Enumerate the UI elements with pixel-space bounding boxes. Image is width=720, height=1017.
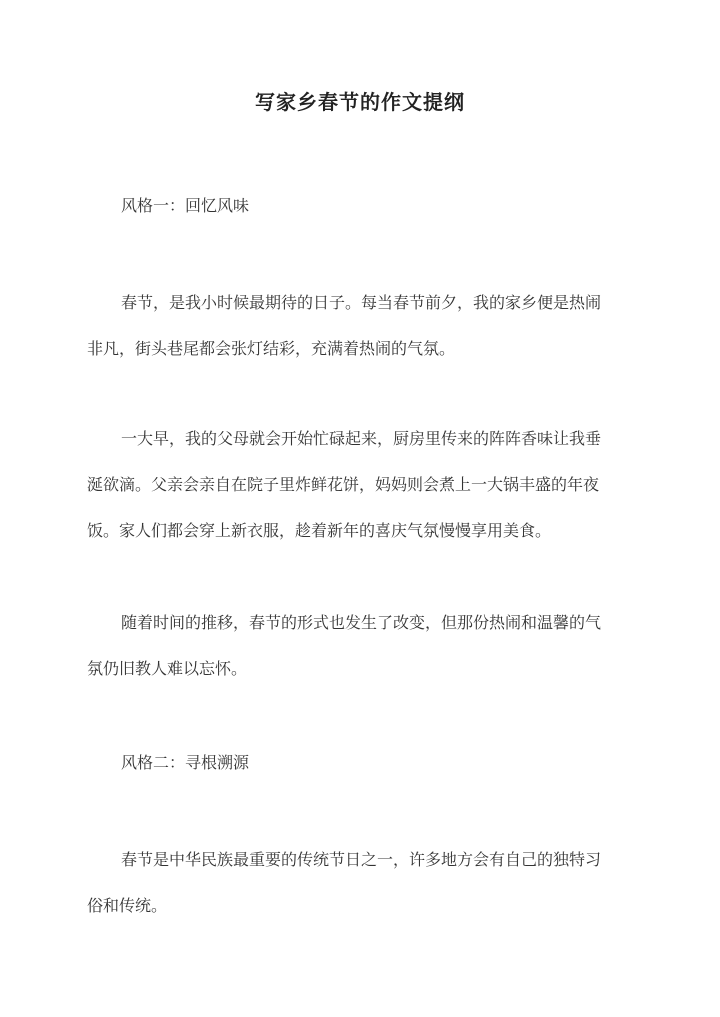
paragraph-line: 氛仍旧教人难以忘怀。 xyxy=(87,659,248,678)
paragraph-line: 春节，是我小时候最期待的日子。每当春节前夕，我的家乡便是热闹 xyxy=(121,293,602,312)
paragraph xyxy=(87,416,635,554)
section-heading xyxy=(121,183,669,229)
paragraph-line: 春节是中华民族最重要的传统节日之一，许多地方会有自己的独特习 xyxy=(121,850,602,869)
section-heading-text: 风格二：寻根溯源 xyxy=(121,753,250,772)
paragraph xyxy=(87,837,635,929)
paragraph xyxy=(87,600,635,692)
paragraph-line: 俗和传统。 xyxy=(87,896,168,915)
section-heading-text: 风格一：回忆风味 xyxy=(121,196,250,215)
paragraph-line: 非凡，街头巷尾都会张灯结彩，充满着热闹的气氛。 xyxy=(87,339,456,358)
paragraph-line: 饭。家人们都会穿上新衣服，趁着新年的喜庆气氛慢慢享用美食。 xyxy=(87,521,552,540)
paragraph xyxy=(87,280,635,372)
section-heading xyxy=(121,740,669,786)
paragraph-line: 涎欲滴。父亲会亲自在院子里炸鲜花饼，妈妈则会煮上一大锅丰盛的年夜 xyxy=(87,475,600,494)
document-title: 写家乡春节的作文提纲 xyxy=(255,90,465,114)
paragraph-line: 随着时间的推移，春节的形式也发生了改变，但那份热闹和温馨的气 xyxy=(121,613,602,632)
paragraph-line: 一大早，我的父母就会开始忙碌起来，厨房里传来的阵阵香味让我垂 xyxy=(121,429,602,448)
